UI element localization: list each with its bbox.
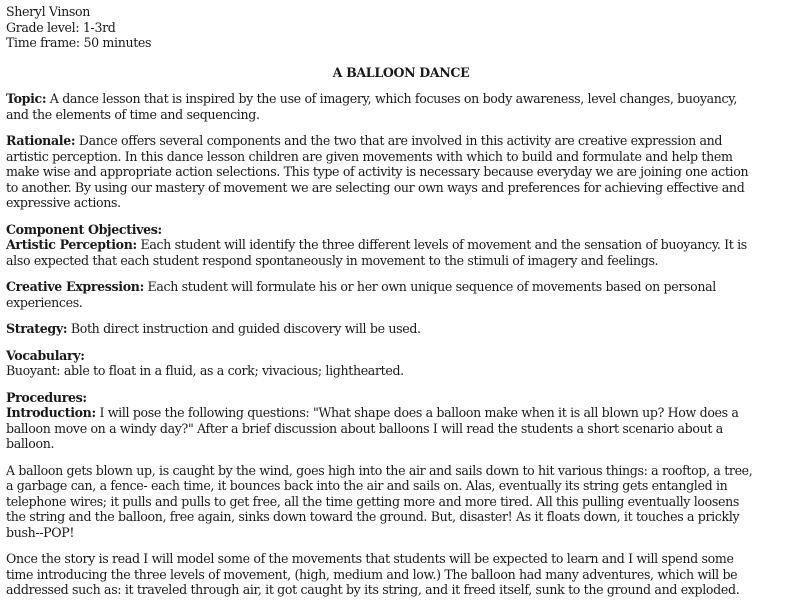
artistic-perception-text: Each student will identify the three different levels of movement and the sensation of buoyancy. It is [136,237,747,252]
modeling-paragraph [6,551,796,598]
rationale-text: make wise and appropriate action selections. This type of activity is necessary because everyday we are joining one action [6,164,749,179]
story-text: A balloon gets blown up, is caught by the wind, goes high into the air and sails down to hit various things: a rooftop, a tree, [6,462,753,478]
story-text: the string and the balloon, free again, sinks down toward the ground. But, disaster! As it floats down, it touches a prickly [6,509,740,524]
creative-expression-text: experiences. [6,294,83,310]
introduction-text: I will pose the following questions: "What shape does a balloon make when it is all blown up? How does a [95,405,739,420]
document-title: A BALLOON DANCE [332,64,470,80]
strategy-label: Strategy: [6,321,68,336]
rationale-text: expressive actions. [6,195,121,210]
strategy-section [6,321,796,337]
story-text: bush--POP! [6,524,75,540]
rationale-section [6,133,796,211]
rationale-label: Rationale: [6,133,76,148]
rationale-text: to another. By using our mastery of movement we are selecting our own ways and preferences for achieving effective and [6,179,745,195]
modeling-text: addressed such as: it traveled through air, it got caught by its string, and it freed itself, sunk to the ground and exploded. [6,582,740,597]
topic-section [6,91,796,122]
component-objectives-heading: Component Objectives: [6,221,162,237]
lesson-plan-document [6,4,796,609]
modeling-text: time introducing the three levels of movement, (high, medium and low.) The balloon had many adventures, which will be [6,566,738,582]
vocabulary-section [6,348,796,379]
story-paragraph [6,463,796,541]
component-objectives-section [6,222,796,269]
header-info [6,4,796,51]
introduction-text: balloon move on a windy day?" After a brief discussion about balloons I will read the students a short scenario about a [6,420,723,436]
procedures-section [6,390,796,452]
topic-label: Topic: [6,91,47,106]
strategy-text: Both direct instruction and guided discovery will be used. [67,321,421,336]
rationale-text: Dance offers several components and the two that are involved in this activity are creative expression and [75,133,723,148]
grade-level: Grade level: 1-3rd [6,19,116,35]
time-frame: Time frame: 50 minutes [6,35,152,50]
introduction-label: Introduction: [6,405,96,420]
creative-expression-label: Creative Expression: [6,279,144,294]
modeling-text: Once the story is read I will model some of the movements that students will be expected to learn and I will spend some [6,551,734,566]
creative-expression-section [6,279,796,310]
introduction-text: balloon. [6,436,55,451]
topic-text: and the elements of time and sequencing. [6,106,260,122]
vocabulary-heading: Vocabulary: [6,347,85,363]
topic-text: A dance lesson that is inspired by the use of imagery, which focuses on body awareness, level changes, buoyancy, [46,91,737,106]
creative-expression-text: Each student will formulate his or her own unique sequence of movements based on personal [143,279,716,294]
vocabulary-text: Buoyant: able to float in a fluid, as a cork; vivacious; lighthearted. [6,363,404,378]
artistic-perception-label: Artistic Perception: [6,237,137,252]
rationale-text: artistic perception. In this dance lesson children are given movements with which to build and formulate and help them [6,148,733,164]
story-text: a garbage can, a fence- each time, it bounces back into the air and sails on. Alas, eventually its string gets entangled in [6,478,728,493]
procedures-heading: Procedures: [6,389,87,405]
author-name: Sheryl Vinson [6,4,90,19]
story-text: telephone wires; it pulls and pulls to get free, all the time getting more and more tired. All this pulling eventually loosens [6,493,739,509]
artistic-perception-text: also expected that each student respond spontaneously in movement to the stimuli of imagery and feelings. [6,252,659,268]
